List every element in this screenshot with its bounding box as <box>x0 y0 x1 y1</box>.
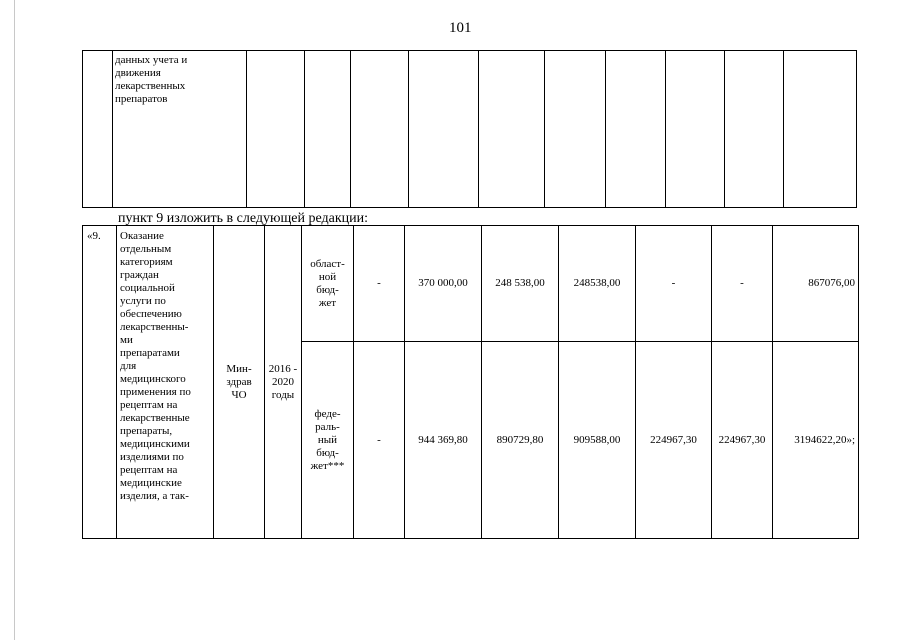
cell-empty <box>305 51 351 208</box>
source-federal-text: феде- раль- ный бюд- жет*** <box>310 407 345 472</box>
value-cell: 224967,30 <box>712 342 773 539</box>
row-regional-budget <box>83 226 859 342</box>
continuation-text: данных учета и движения лекарственных препаратов <box>115 54 188 105</box>
continuation-row <box>83 51 857 208</box>
cell-empty <box>545 51 606 208</box>
value-cell: 944 369,80 <box>405 342 482 539</box>
cell-empty <box>784 51 857 208</box>
page-number: 101 <box>449 20 472 36</box>
cell-empty <box>725 51 784 208</box>
item-number-text: «9. <box>87 230 101 242</box>
source-federal <box>302 342 354 539</box>
cell-number <box>83 51 113 208</box>
item-9-table <box>82 225 859 539</box>
item-years <box>265 226 302 539</box>
value-cell: - <box>354 226 405 342</box>
item-years-text: 2016 - 2020 годы <box>268 362 298 401</box>
value-cell: 224967,30 <box>636 342 712 539</box>
cell-empty <box>479 51 545 208</box>
value-cell: 909588,00 <box>559 342 636 539</box>
value-cell: - <box>636 226 712 342</box>
item-description-text: Оказание отдельным категориям граждан социальной услуги по обеспечению лекарственны- ми препаратами для медицинского применения по рецептам на лекарственные препараты, медицинскими изделиями по рецептам на медицинские изделия, а так- <box>120 230 191 502</box>
item-description <box>117 226 214 539</box>
continuation-table <box>82 50 857 208</box>
item-executor <box>214 226 265 539</box>
cell-empty <box>606 51 666 208</box>
value-cell: 248538,00 <box>559 226 636 342</box>
cell-empty <box>247 51 305 208</box>
amendment-intro: пункт 9 изложить в следующей редакции: <box>118 211 368 226</box>
value-cell: - <box>712 226 773 342</box>
cell-empty <box>666 51 725 208</box>
value-cell: 370 000,00 <box>405 226 482 342</box>
value-total: 867076,00 <box>773 226 859 342</box>
source-regional <box>302 226 354 342</box>
item-number <box>83 226 117 539</box>
cell-empty <box>351 51 409 208</box>
value-total: 3194622,20»; <box>773 342 859 539</box>
value-cell: - <box>354 342 405 539</box>
cell-empty <box>409 51 479 208</box>
value-cell: 890729,80 <box>482 342 559 539</box>
source-regional-text: област- ной бюд- жет <box>310 257 345 309</box>
value-cell: 248 538,00 <box>482 226 559 342</box>
scan-edge-line <box>14 0 15 640</box>
item-executor-text: Мин- здрав ЧО <box>226 362 252 401</box>
continuation-description <box>113 51 247 208</box>
